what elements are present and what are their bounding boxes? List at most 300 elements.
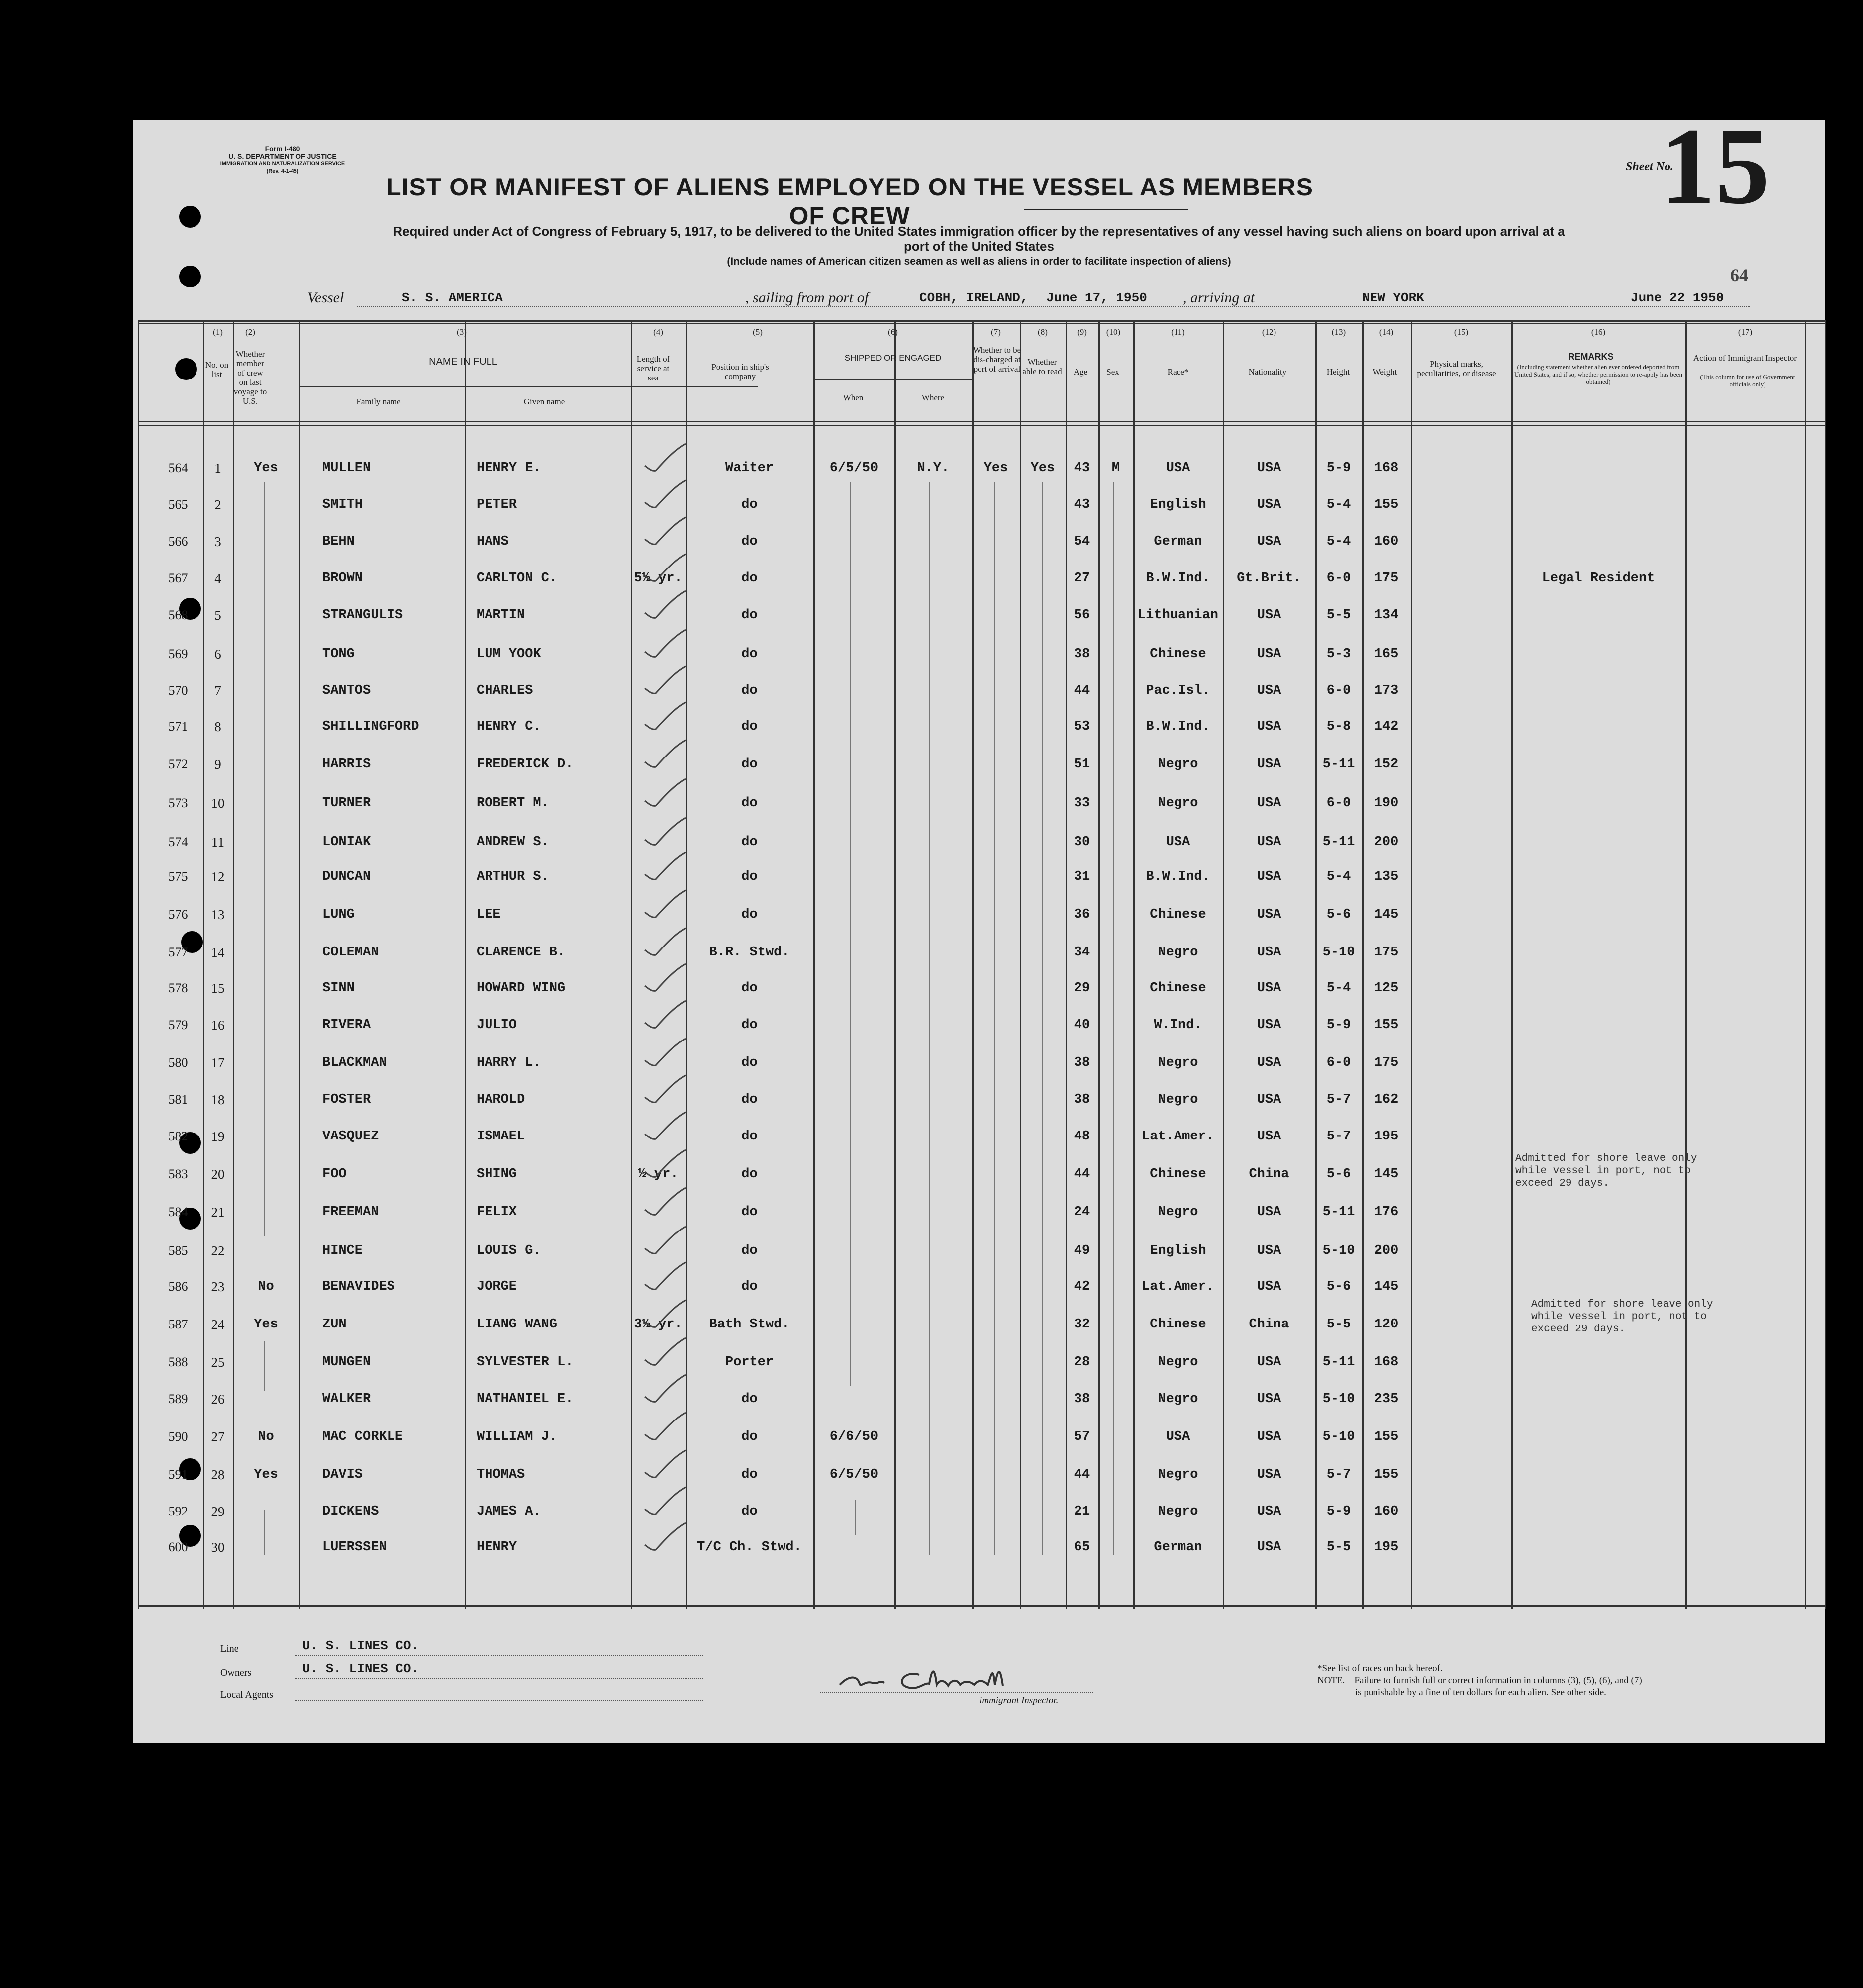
column-divider	[299, 320, 300, 1609]
cell-height: 5-10	[1322, 945, 1355, 960]
cell-nationality: USA	[1257, 1504, 1281, 1519]
cell-position: do	[741, 1167, 758, 1182]
cell-age: 48	[1074, 1129, 1090, 1144]
cell-position: do	[741, 1129, 758, 1144]
header-height: Height	[1326, 367, 1350, 377]
cell-given-name: JAMES A.	[477, 1504, 541, 1519]
cell-given-name: MARTIN	[477, 608, 525, 623]
cell-given-name: SYLVESTER L.	[477, 1355, 574, 1370]
cell-height: 5-8	[1326, 719, 1351, 734]
cell-age: 49	[1074, 1243, 1090, 1258]
cell-height: 5-9	[1326, 1018, 1351, 1033]
cell-list-number: 24	[211, 1317, 225, 1332]
cell-nationality: USA	[1257, 1467, 1281, 1482]
cell-weight: 155	[1374, 1467, 1399, 1482]
cell-position: do	[741, 608, 758, 623]
sailing-date: June 17, 1950	[1046, 290, 1147, 305]
cell-family-name: TONG	[322, 647, 355, 662]
cell-list-number: 1	[214, 461, 221, 475]
cell-nationality: USA	[1257, 608, 1281, 623]
column-number: (15)	[1454, 327, 1469, 337]
cell-weight: 125	[1374, 981, 1399, 996]
check-mark-icon	[636, 1036, 690, 1070]
cell-given-name: LUM YOOK	[477, 647, 541, 662]
cell-list-number: 10	[211, 796, 225, 811]
header-remarks-note: (Including statement whether alien ever ordered deported from United States, and if so, whether permission to re-apply has been obtained)	[1514, 363, 1682, 385]
cell-weight: 168	[1374, 1355, 1399, 1370]
cell-family-name: BROWN	[322, 571, 363, 586]
cell-height: 5-7	[1326, 1467, 1351, 1482]
cell-race: B.W.Ind.	[1146, 869, 1210, 884]
cell-line-number: 587	[168, 1317, 188, 1331]
ditto-stroke	[264, 1341, 265, 1391]
cell-nationality: USA	[1257, 1243, 1281, 1258]
check-mark-icon	[636, 1109, 690, 1144]
cell-age: 40	[1074, 1018, 1090, 1033]
cell-position: do	[741, 796, 758, 811]
cell-weight: 176	[1374, 1205, 1399, 1220]
cell-nationality: USA	[1257, 835, 1281, 850]
column-number: (7)	[991, 327, 1001, 337]
cell-family-name: LONIAK	[322, 835, 371, 850]
cell-list-number: 19	[211, 1129, 225, 1144]
column-divider	[1098, 320, 1100, 1609]
cell-family-name: LUERSSEN	[322, 1540, 387, 1555]
cell-previous-voyage: No	[258, 1279, 274, 1294]
check-mark-icon	[636, 588, 690, 623]
cell-age: 56	[1074, 608, 1090, 623]
column-number: (1)	[213, 327, 223, 337]
cell-nationality: USA	[1257, 945, 1281, 960]
cell-age: 38	[1074, 1055, 1090, 1070]
cell-weight: 175	[1374, 571, 1399, 586]
header-age: Age	[1073, 367, 1088, 377]
cell-nationality: USA	[1257, 1129, 1281, 1144]
cell-line-number: 569	[168, 647, 188, 661]
cell-weight: 145	[1374, 1279, 1399, 1294]
cell-list-number: 16	[211, 1018, 225, 1033]
footer-owners-label: Owners	[220, 1667, 252, 1678]
cell-given-name: THOMAS	[477, 1467, 525, 1482]
cell-age: 51	[1074, 757, 1090, 772]
cell-line-number: 583	[168, 1167, 188, 1181]
cell-line-number: 579	[168, 1018, 188, 1032]
cell-nationality: USA	[1257, 1355, 1281, 1370]
cell-given-name: SHING	[477, 1167, 517, 1182]
cell-position: do	[741, 1429, 758, 1444]
cell-age: 31	[1074, 869, 1090, 884]
header-physical-marks: Physical marks, peculiarities, or disease	[1417, 359, 1496, 378]
cell-height: 5-7	[1326, 1092, 1351, 1107]
table-bottom-border	[138, 1605, 1825, 1607]
cell-age: 38	[1074, 647, 1090, 662]
cell-age: 33	[1074, 796, 1090, 811]
column-number: (12)	[1262, 327, 1276, 337]
ditto-stroke	[1113, 482, 1114, 1555]
header-length-of-service: Length of service at sea	[636, 354, 670, 382]
header-family-name: Family name	[356, 397, 401, 406]
cell-height: 5-4	[1326, 869, 1351, 884]
cell-given-name: LIANG WANG	[477, 1317, 558, 1332]
header-shipped-or-engaged: SHIPPED OR ENGAGED	[844, 353, 942, 363]
cell-given-name: PETER	[477, 497, 517, 512]
cell-family-name: SINN	[322, 981, 355, 996]
cell-age: 57	[1074, 1429, 1090, 1444]
cell-list-number: 8	[214, 719, 221, 734]
cell-line-number: 566	[168, 534, 188, 549]
cell-nationality: USA	[1257, 497, 1281, 512]
header-race: Race*	[1167, 367, 1189, 377]
cell-given-name: ISMAEL	[477, 1129, 525, 1144]
column-number: (16)	[1591, 327, 1606, 337]
check-mark-icon	[636, 514, 690, 549]
cell-weight: 155	[1374, 1429, 1399, 1444]
check-mark-icon	[636, 776, 690, 811]
cell-list-number: 26	[211, 1392, 225, 1407]
stamped-remark-line: while vessel in port, not to	[1515, 1165, 1691, 1177]
cell-race: Negro	[1158, 1467, 1198, 1482]
cell-position: do	[741, 757, 758, 772]
cell-height: 5-3	[1326, 647, 1351, 662]
cell-shipped-when: 6/5/50	[829, 461, 879, 475]
penalty-note-2: is punishable by a fine of ten dollars for each alien. See other side.	[1355, 1687, 1606, 1698]
cell-age: 24	[1074, 1205, 1090, 1220]
stamped-remark-line: exceed 29 days.	[1531, 1324, 1626, 1335]
cell-line-number: 568	[168, 608, 188, 622]
check-mark-icon	[636, 551, 690, 586]
cell-family-name: SHILLINGFORD	[322, 719, 419, 734]
cell-family-name: DAVIS	[322, 1467, 363, 1482]
cell-list-number: 2	[214, 497, 221, 512]
cell-race: USA	[1166, 1429, 1190, 1444]
cell-weight: 155	[1374, 1018, 1399, 1033]
column-divider	[1511, 320, 1513, 1609]
cell-position: do	[741, 1243, 758, 1258]
cell-weight: 200	[1374, 1243, 1399, 1258]
cell-race: Lat.Amer.	[1142, 1279, 1214, 1294]
cell-position: do	[741, 719, 758, 734]
cell-height: 5-6	[1326, 1279, 1351, 1294]
check-mark-icon	[636, 1410, 690, 1444]
manifest-sheet	[133, 105, 1825, 1743]
cell-nationality: USA	[1257, 1055, 1281, 1070]
cell-age: 28	[1074, 1355, 1090, 1370]
check-mark-icon	[636, 1335, 690, 1370]
punch-hole	[179, 206, 201, 228]
cell-race: Negro	[1158, 757, 1198, 772]
cell-nationality: USA	[1257, 1392, 1281, 1407]
cell-position: do	[741, 683, 758, 698]
cell-given-name: CHARLES	[477, 683, 533, 698]
cell-age: 36	[1074, 907, 1090, 922]
cell-age: 29	[1074, 981, 1090, 996]
cell-list-number: 23	[211, 1279, 225, 1294]
cell-family-name: FREEMAN	[322, 1205, 379, 1220]
cell-position: do	[741, 835, 758, 850]
cell-shipped-where: N.Y.	[917, 461, 950, 475]
form-service: IMMIGRATION AND NATURALIZATION SERVICE	[220, 161, 345, 167]
vessel-label: Vessel	[307, 289, 344, 306]
cell-weight: 134	[1374, 608, 1399, 623]
cell-nationality: USA	[1257, 981, 1281, 996]
cell-nationality: USA	[1257, 907, 1281, 922]
races-note: *See list of races on back hereof.	[1317, 1663, 1443, 1674]
header-inspector-note: (This column for use of Government officials only)	[1700, 373, 1795, 388]
check-mark-icon	[636, 737, 690, 772]
cell-age: 38	[1074, 1392, 1090, 1407]
cell-family-name: SMITH	[322, 497, 363, 512]
cell-nationality: USA	[1257, 1205, 1281, 1220]
cell-family-name: DUNCAN	[322, 869, 371, 884]
cell-list-number: 4	[214, 571, 221, 586]
header-bottom-border-inner	[138, 425, 1825, 426]
cell-remarks: Legal Resident	[1542, 571, 1655, 586]
cell-position: do	[741, 907, 758, 922]
stamped-remark-line: exceed 29 days.	[1515, 1178, 1610, 1189]
cell-line-number: 580	[168, 1055, 188, 1070]
cell-race: Negro	[1158, 796, 1198, 811]
cell-given-name: ROBERT M.	[477, 796, 549, 811]
subtitle-line-1: Required under Act of Congress of February 5, 1917, to be delivered to the United States immigration officer by the representatives of any vessel having such aliens on board upon arrival at a	[393, 224, 1565, 239]
cell-family-name: WALKER	[322, 1392, 371, 1407]
cell-race: Negro	[1158, 1504, 1198, 1519]
column-divider	[813, 320, 815, 1609]
column-divider	[233, 320, 234, 1609]
column-number: (10)	[1106, 327, 1121, 337]
cell-family-name: MUNGEN	[322, 1355, 371, 1370]
sheet-label: Sheet No.	[1626, 160, 1673, 173]
check-mark-icon	[636, 699, 690, 734]
cell-race: Chinese	[1150, 1317, 1206, 1332]
cell-position: Porter	[725, 1355, 774, 1370]
cell-nationality: China	[1249, 1317, 1289, 1332]
cell-line-number: 572	[168, 757, 188, 771]
cell-line-number: 578	[168, 981, 188, 995]
cell-age: 42	[1074, 1279, 1090, 1294]
form-number-block	[203, 145, 362, 175]
check-mark-icon	[636, 1520, 690, 1555]
column-number: (17)	[1738, 327, 1753, 337]
cell-list-number: 22	[211, 1243, 225, 1258]
column-divider	[894, 320, 896, 1609]
cell-position: Bath Stwd.	[709, 1317, 790, 1332]
cell-race: USA	[1166, 835, 1190, 850]
cell-list-number: 6	[214, 647, 221, 662]
cell-weight: 195	[1374, 1540, 1399, 1555]
cell-line-number: 585	[168, 1243, 188, 1258]
check-mark-icon	[636, 441, 690, 475]
cell-height: 5-11	[1322, 1205, 1355, 1220]
cell-given-name: FELIX	[477, 1205, 517, 1220]
cell-family-name: TURNER	[322, 796, 371, 811]
cell-nationality: USA	[1257, 647, 1281, 662]
cell-position: do	[741, 1392, 758, 1407]
cell-race: Negro	[1158, 1392, 1198, 1407]
cell-height: 5-10	[1322, 1429, 1355, 1444]
cell-given-name: LEE	[477, 907, 501, 922]
penalty-note-1: NOTE.—Failure to furnish full or correct information in columns (3), (5), (6), and (7)	[1317, 1675, 1642, 1686]
cell-race: Negro	[1158, 945, 1198, 960]
cell-weight: 175	[1374, 1055, 1399, 1070]
cell-age: 44	[1074, 1467, 1090, 1482]
cell-age: 43	[1074, 497, 1090, 512]
cell-given-name: HARRY L.	[477, 1055, 541, 1070]
title-underline	[1024, 209, 1188, 210]
cell-race: USA	[1166, 461, 1190, 475]
cell-given-name: LOUIS G.	[477, 1243, 541, 1258]
cell-position: do	[741, 1055, 758, 1070]
cell-height: 6-0	[1326, 796, 1351, 811]
cell-list-number: 27	[211, 1429, 225, 1444]
cell-weight: 235	[1374, 1392, 1399, 1407]
column-divider	[1020, 320, 1021, 1609]
cell-weight: 160	[1374, 534, 1399, 549]
cell-weight: 160	[1374, 1504, 1399, 1519]
cell-height: 5-4	[1326, 497, 1351, 512]
cell-given-name: HENRY C.	[477, 719, 541, 734]
ditto-stroke	[855, 1500, 856, 1535]
cell-length-of-service: 3½ yr.	[634, 1317, 683, 1332]
subtitle-line-3: (Include names of American citizen seamen as well as aliens in order to facilitate inspection of aliens)	[727, 256, 1231, 267]
cell-weight: 195	[1374, 1129, 1399, 1144]
cell-age: 38	[1074, 1092, 1090, 1107]
column-number: (6)	[888, 327, 898, 337]
cell-age: 27	[1074, 571, 1090, 586]
cell-weight: 165	[1374, 647, 1399, 662]
header-list-number: No. on list	[205, 360, 229, 379]
cell-sex: M	[1111, 461, 1120, 475]
cell-given-name: HENRY	[477, 1540, 517, 1555]
cell-nationality: USA	[1257, 1429, 1281, 1444]
punch-hole	[179, 266, 201, 287]
cell-height: 5-5	[1326, 1317, 1351, 1332]
check-mark-icon	[636, 1147, 690, 1182]
cell-list-number: 17	[211, 1055, 225, 1070]
cell-given-name: JULIO	[477, 1018, 517, 1033]
cell-age: 32	[1074, 1317, 1090, 1332]
cell-line-number: 565	[168, 497, 188, 512]
cell-given-name: HOWARD WING	[477, 981, 566, 996]
cell-previous-voyage: Yes	[254, 461, 278, 475]
cell-list-number: 5	[214, 608, 221, 623]
cell-line-number: 586	[168, 1279, 188, 1294]
check-mark-icon	[636, 1072, 690, 1107]
cell-race: Chinese	[1150, 907, 1206, 922]
arriving-label: , arriving at	[1183, 289, 1255, 306]
cell-family-name: SANTOS	[322, 683, 371, 698]
cell-position: do	[741, 1205, 758, 1220]
cell-weight: 152	[1374, 757, 1399, 772]
check-mark-icon	[636, 1297, 690, 1332]
cell-position: do	[741, 497, 758, 512]
cell-race: Negro	[1158, 1055, 1198, 1070]
cell-height: 5-10	[1322, 1392, 1355, 1407]
cell-race: B.W.Ind.	[1146, 719, 1210, 734]
cell-race: Lat.Amer.	[1142, 1129, 1214, 1144]
cell-family-name: RIVERA	[322, 1018, 371, 1033]
subtitle-line-2: port of the United States	[904, 239, 1054, 254]
check-mark-icon	[636, 1447, 690, 1482]
column-divider	[203, 320, 204, 1609]
stamped-remark-line: Admitted for shore leave only	[1515, 1153, 1697, 1164]
cell-position: do	[741, 869, 758, 884]
header-given-name: Given name	[523, 397, 565, 406]
cell-position: do	[741, 1279, 758, 1294]
cell-race: Lithuanian	[1137, 608, 1219, 623]
header-weight: Weight	[1373, 367, 1397, 377]
cell-position: do	[741, 1504, 758, 1519]
cell-weight: 135	[1374, 869, 1399, 884]
footer-agents-label: Local Agents	[220, 1689, 274, 1700]
footer-owners-value: U. S. LINES CO.	[302, 1661, 419, 1676]
cell-race: German	[1154, 1540, 1202, 1555]
cell-line-number: 570	[168, 683, 188, 698]
cell-weight: 190	[1374, 796, 1399, 811]
cell-list-number: 25	[211, 1355, 225, 1370]
column-divider	[1133, 320, 1135, 1609]
cell-nationality: USA	[1257, 534, 1281, 549]
vessel-line	[307, 289, 1750, 309]
check-mark-icon	[636, 477, 690, 512]
check-mark-icon	[636, 1484, 690, 1519]
cell-family-name: FOO	[322, 1167, 347, 1182]
cell-list-number: 7	[214, 683, 221, 698]
punch-hole	[175, 358, 197, 380]
ditto-stroke	[1042, 482, 1043, 1555]
cell-nationality: USA	[1257, 1018, 1281, 1033]
ditto-stroke	[994, 482, 995, 1555]
check-mark-icon	[636, 1185, 690, 1220]
cell-previous-voyage: Yes	[254, 1467, 278, 1482]
footer-dotted-line	[295, 1700, 703, 1701]
cell-list-number: 28	[211, 1467, 225, 1482]
cell-age: 44	[1074, 1167, 1090, 1182]
cell-nationality: Gt.Brit.	[1237, 571, 1301, 586]
cell-line-number: 577	[168, 945, 188, 959]
cell-list-number: 12	[211, 869, 225, 884]
cell-family-name: BLACKMAN	[322, 1055, 387, 1070]
header-remarks: REMARKS	[1568, 352, 1614, 362]
cell-race: W.Ind.	[1154, 1018, 1202, 1033]
table-top-border	[138, 320, 1825, 322]
cell-position: B.R. Stwd.	[709, 945, 790, 960]
cell-list-number: 3	[214, 534, 221, 549]
cell-line-number: 588	[168, 1355, 188, 1369]
cell-position: do	[741, 1467, 758, 1482]
cell-list-number: 9	[214, 757, 221, 772]
cell-height: 6-0	[1326, 1055, 1351, 1070]
signature-line	[820, 1692, 1093, 1693]
header-nationality: Nationality	[1248, 367, 1287, 377]
cell-line-number: 574	[168, 835, 188, 849]
cell-weight: 145	[1374, 907, 1399, 922]
cell-given-name: JORGE	[477, 1279, 517, 1294]
table-top-border-inner	[138, 323, 1825, 324]
column-number: (5)	[753, 327, 763, 337]
cell-height: 5-11	[1322, 757, 1355, 772]
cell-race: Negro	[1158, 1355, 1198, 1370]
cell-weight: 155	[1374, 497, 1399, 512]
cell-given-name: WILLIAM J.	[477, 1429, 558, 1444]
cell-age: 30	[1074, 835, 1090, 850]
cell-weight: 200	[1374, 835, 1399, 850]
cell-able-to-read: Yes	[1030, 461, 1055, 475]
cell-given-name: CARLTON C.	[477, 571, 558, 586]
cell-weight: 173	[1374, 683, 1399, 698]
column-divider	[631, 320, 632, 1609]
footer-line-value: U. S. LINES CO.	[302, 1638, 419, 1653]
cell-nationality: USA	[1257, 869, 1281, 884]
